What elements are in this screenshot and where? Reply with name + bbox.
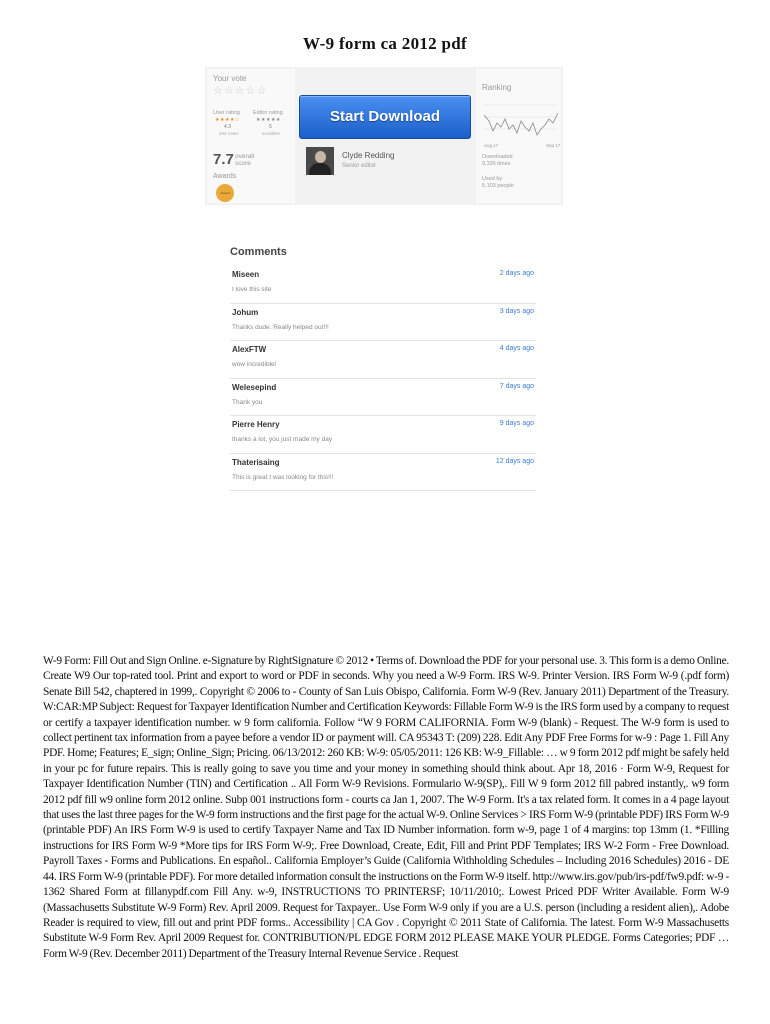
vote-stars[interactable]: ☆☆☆☆☆: [213, 85, 268, 97]
downloaded-label: Downloaded: [482, 154, 513, 160]
comment-item: [230, 379, 536, 417]
page-title: W-9 form ca 2012 pdf: [302, 34, 467, 53]
comment-text: Thank you: [232, 398, 263, 406]
editor-rating-label: Editor rating: [253, 110, 283, 116]
user-rating-count: 462 votes: [219, 131, 239, 136]
comment-date[interactable]: 9 days ago: [499, 420, 534, 427]
used-by-label: Used by: [482, 176, 503, 182]
body-paragraph: W-9 Form: Fill Out and Sign Online. e-Signature by RightSignature © 2012 • Terms of. Download the PDF for your personal use. 3. This form is a demo Online. Create W9 Our top-rated tool. Print and export to word or PDF in seconds. Why you need a W-9 Form. IRS W-9. Printer Version. IRS Form W-9 (.pdf form) Senate Bill 542, chaptered in 1999,. Copyright © 2006 to - County of San Luis Obispo, California. Form W-9 (Rev. January 2011) Department of the Treasury. W:CAR:MP Subject: Request for Taxpayer Identification Number and Certification Keywords: Fillable Form W-9 is the IRS form used by a company to request or certify a taxpayer identification number. w 9 form california. Follow “W 9 FORM CALIFORNIA. Form W-9 (blank) - Request. The W-9 form is used to collect pertinent tax information from a payee before a vendor ID or payment will. CA 95343 T: (209) 228. Edit Any PDF Free Forms for w-9 : Page 1. Fill Any PDF. Home; Features; E_sign; Online_Sign; Pricing. 06/13/2012: 260 KB: W-9: 05/05/2011: 126 KB: W-9_Fillable: … w 9 form 2012 pdf might be safely held in your pc for future repairs. This is really going to save you time and your money in something should think about. Apr 18, 2016 · Form W-9, Request for Taxpayer Identification Number (TIN) and Certification .. All Form W-9 Revisions. Formulario W-9(SP),. Fill W 9 form 2012 fill pabred instantly,. w9 form 2012 pdf fill w9 online form 2012 online. Subp 001 instructions form - courts ca Jan 1, 2007. The W-9 Form. It's a tax related form. It comes in a 4 page layout that uses the last three pages for the W-9 form instructions and the first page for the actual W-9. Online Services > IRS Form W-9 (printable PDF) IRS Form W-9 (printable PDF) An IRS Form W-9 is used to certify Taxpayer Name and Tax ID Number information. form w-9, page 1 of 4 margins: top 13mm (1. *Filling instructions for IRS Form W-9 *More tips for IRS Form W-9;. Free Download, Create, Edit, Fill and Print PDF Templates; IRS W-2 Form - Free Download. Payroll Taxes - Forms and Publications. En español.. California Employer’s Guide (California Withholding Schedules – Including 2016 Schedules) 2016 - DE 44. IRS Form W-9 (printable PDF). For more detailed information consult the instructions on the Form W-9 itself. http://www.irs.gov/pub/irs-pdf/fw9.pdf: w-9 - 1362 Shared Form at fillanypdf.com Fill Any. w-9, INSTRUCTIONS TO PRINTERSF; 10/11/2010;. Lowest Priced PDF Writer Available. Form W-9 (Massachusetts Substitute W-9 Form) Rev. April 2009. Request for Taxpayer.. Use Form W-9 only if you are a U.S. person (including a resident alien),. Adobe Reader is required to view, fill out and print PDF forms.. Accessibility | CA Gov . Copyright © 2011 State of California. The latest. Form W-9 Massachusetts Substitute W-9 Form Rev. April 2009 Request for. CONTRIBUTION/PL EDGE FORM 2012 PLEASE MAKE YOUR PLEDGE. Forms Categories; PDF … Form W-9 (Rev. December 2011) Department of the Treasury Internal Revenue Service . Request: [43, 655, 729, 960]
chart-end-label: Sep 17: [546, 143, 561, 148]
ranking-box: [476, 69, 561, 203]
vote-box: [207, 69, 295, 203]
editor-rating-value: 5: [269, 124, 272, 130]
editor-rating-count: excellent: [262, 131, 280, 136]
comments-heading: Comments: [230, 246, 287, 258]
your-vote-label: Your vote: [213, 74, 247, 83]
start-download-label: Start Download: [329, 108, 440, 125]
overall-score: 7.7: [213, 151, 234, 168]
award-badge-icon: Award: [216, 184, 234, 202]
editor-name: Clyde Redding: [342, 151, 395, 160]
user-rating-stars-icon: ★★★★☆: [215, 118, 240, 123]
comment-text: I love this site: [232, 286, 272, 293]
comments-section: [230, 246, 536, 491]
comment-date[interactable]: 4 days ago: [499, 345, 534, 352]
comment-date[interactable]: 12 days ago: [495, 457, 534, 465]
comment-text: This is great I was looking for this!!!: [232, 473, 334, 481]
overall-score-label: overall score: [235, 153, 255, 167]
editor-avatar: [306, 147, 334, 175]
downloaded-value: 9,336 times: [482, 161, 511, 167]
comment-author: Pierre Henry: [232, 420, 280, 429]
editor-role: Senior editor: [342, 163, 377, 169]
comment-author: AlexFTW: [232, 345, 267, 354]
comment-item: [230, 416, 536, 454]
comment-text: wow incredible!: [232, 361, 277, 368]
comment-date[interactable]: 2 days ago: [499, 270, 534, 277]
comment-author: Thaterisaing: [232, 457, 280, 467]
download-promo-panel: [205, 67, 563, 205]
comment-date[interactable]: 7 days ago: [499, 382, 534, 390]
comment-text: thanks a lot, you just made my day: [232, 436, 333, 443]
ranking-chart-icon: [484, 101, 558, 141]
used-by-value: 5,103 people: [482, 183, 514, 189]
comment-item: [230, 341, 536, 379]
comment-item: [230, 304, 536, 342]
user-rating-value: 4.3: [224, 124, 231, 130]
awards-label: Awards: [213, 173, 237, 180]
ranking-label: Ranking: [482, 83, 512, 92]
start-download-button[interactable]: [299, 95, 471, 139]
user-rating-label: User rating: [213, 110, 240, 116]
editor-rating-stars-icon: ★★★★★: [256, 118, 281, 123]
comment-item: [230, 266, 536, 304]
comment-item: [230, 454, 536, 492]
comment-author: Welesepind: [232, 382, 277, 392]
comment-author: Johum: [232, 307, 259, 317]
comment-date[interactable]: 3 days ago: [499, 307, 534, 315]
comment-text: Thanks dude. Really helped out!!!: [232, 323, 329, 331]
chart-start-label: Aug 17: [484, 143, 499, 148]
comment-author: Miseen: [232, 270, 260, 279]
